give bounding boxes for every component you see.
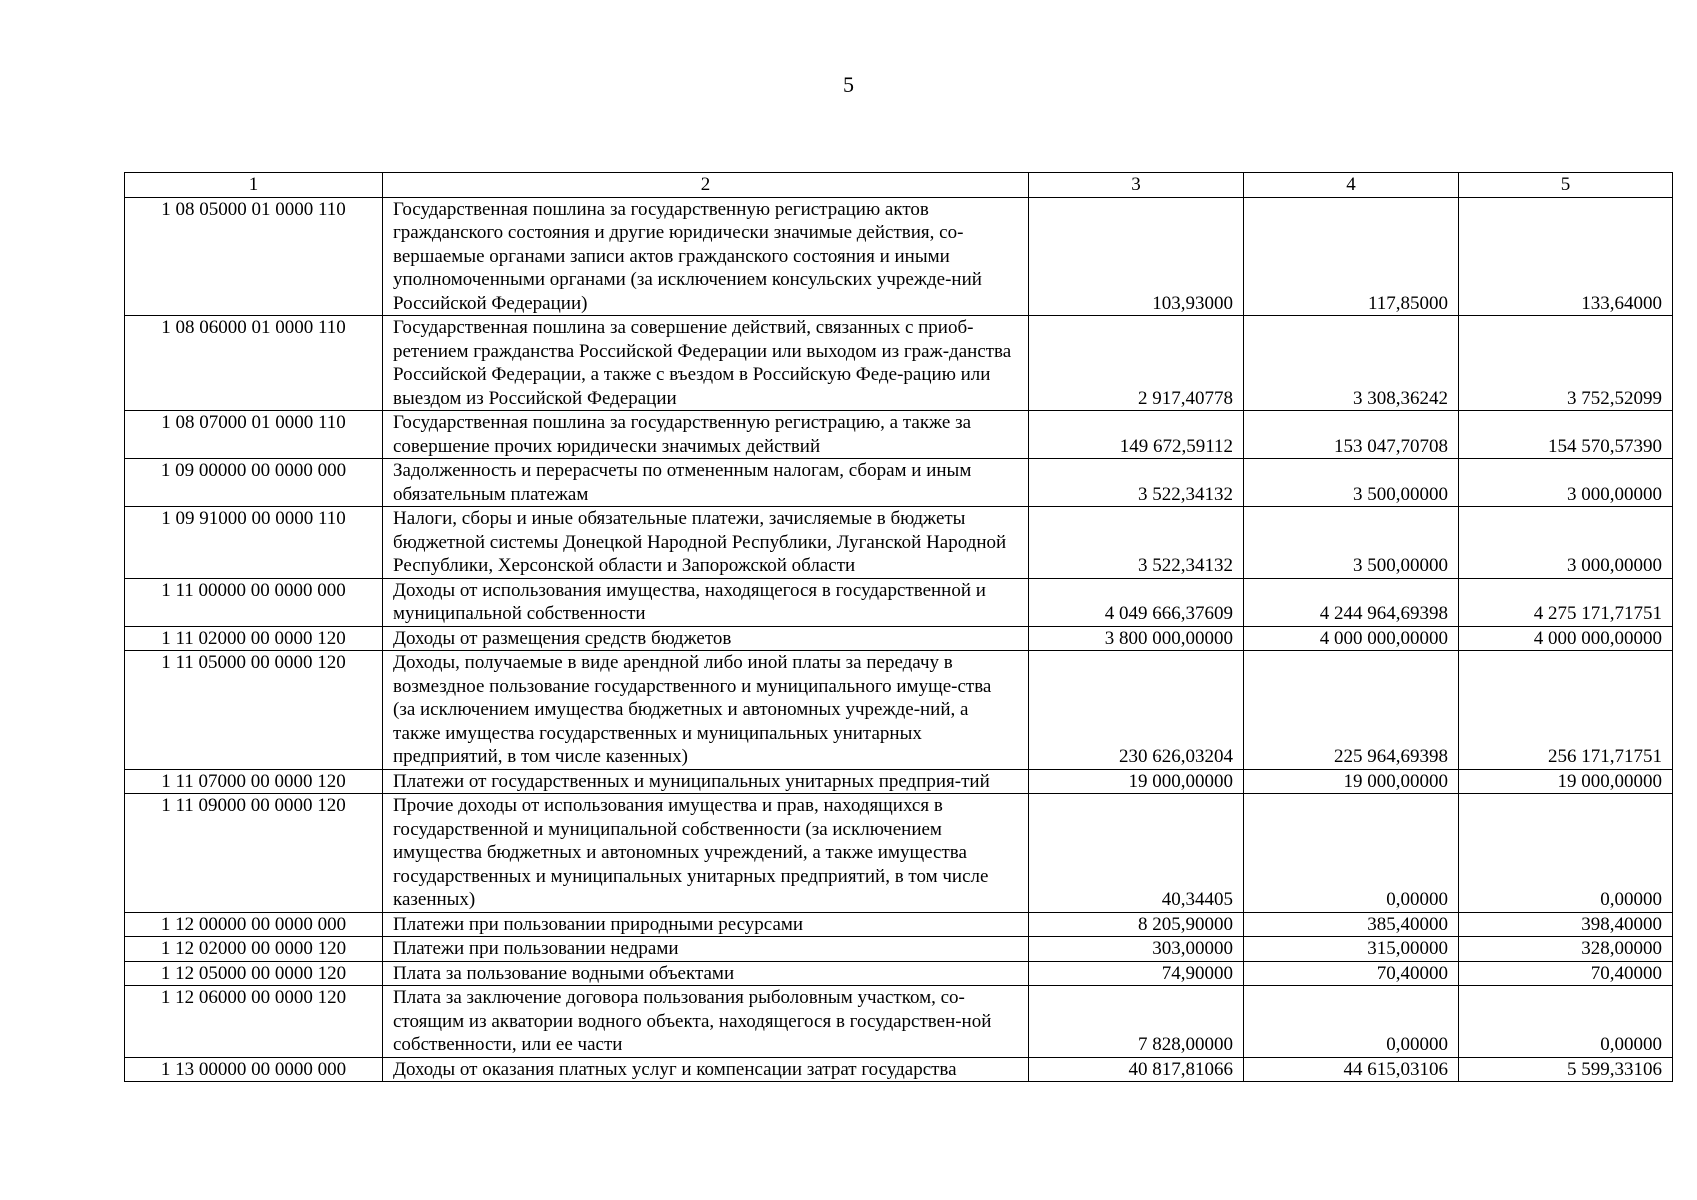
column-number-header-row xyxy=(125,173,1673,198)
column-header-2: 2 xyxy=(383,173,1029,198)
value-col3-cell: 3 800 000,00000 xyxy=(1029,626,1244,651)
column-header-4: 4 xyxy=(1244,173,1459,198)
budget-code-cell: 1 08 05000 01 0000 110 xyxy=(125,197,383,316)
value-col5-cell: 154 570,57390 xyxy=(1459,411,1673,459)
budget-code-cell: 1 11 07000 00 0000 120 xyxy=(125,769,383,794)
value-col3-cell: 74,90000 xyxy=(1029,961,1244,986)
table-row xyxy=(125,197,1673,316)
budget-code-cell: 1 13 00000 00 0000 000 xyxy=(125,1057,383,1082)
budget-code-cell: 1 12 00000 00 0000 000 xyxy=(125,912,383,937)
value-col5-cell: 70,40000 xyxy=(1459,961,1673,986)
table-row xyxy=(125,986,1673,1058)
value-col4-cell: 153 047,70708 xyxy=(1244,411,1459,459)
revenue-name-cell: Государственная пошлина за совершение действий, связанных с приоб-ретением гражданства Российской Федерации или выходом из граж-данства Российской Федерации, а также с въездом в Российскую Феде-рацию или выездом из Российской Федерации xyxy=(383,316,1029,411)
value-col5-cell: 3 752,52099 xyxy=(1459,316,1673,411)
value-col3-cell: 40 817,81066 xyxy=(1029,1057,1244,1082)
budget-code-cell: 1 12 02000 00 0000 120 xyxy=(125,937,383,962)
budget-code-cell: 1 11 02000 00 0000 120 xyxy=(125,626,383,651)
value-col4-cell: 225 964,69398 xyxy=(1244,651,1459,770)
table-row xyxy=(125,459,1673,507)
value-col3-cell: 149 672,59112 xyxy=(1029,411,1244,459)
column-header-1: 1 xyxy=(125,173,383,198)
budget-code-cell: 1 11 05000 00 0000 120 xyxy=(125,651,383,770)
value-col4-cell: 0,00000 xyxy=(1244,986,1459,1058)
value-col5-cell: 398,40000 xyxy=(1459,912,1673,937)
revenue-name-cell: Платежи при пользовании природными ресурсами xyxy=(383,912,1029,937)
value-col3-cell: 4 049 666,37609 xyxy=(1029,578,1244,626)
value-col5-cell: 19 000,00000 xyxy=(1459,769,1673,794)
revenue-name-cell: Платежи от государственных и муниципальных унитарных предприя-тий xyxy=(383,769,1029,794)
table-row xyxy=(125,411,1673,459)
revenue-name-cell: Доходы от размещения средств бюджетов xyxy=(383,626,1029,651)
budget-code-cell: 1 08 07000 01 0000 110 xyxy=(125,411,383,459)
value-col4-cell: 385,40000 xyxy=(1244,912,1459,937)
value-col5-cell: 256 171,71751 xyxy=(1459,651,1673,770)
value-col4-cell: 19 000,00000 xyxy=(1244,769,1459,794)
value-col5-cell: 328,00000 xyxy=(1459,937,1673,962)
revenue-name-cell: Доходы, получаемые в виде арендной либо иной платы за передачу в возмездное пользование государственного и муниципального имуще-ства (за исключением имущества бюджетных и автономных учрежде-ний, а также имущества государственных и муниципальных унитарных предприятий, в том числе казенных) xyxy=(383,651,1029,770)
value-col3-cell: 2 917,40778 xyxy=(1029,316,1244,411)
revenue-name-cell: Государственная пошлина за государственную регистрацию, а также за совершение прочих юридически значимых действий xyxy=(383,411,1029,459)
budget-code-cell: 1 08 06000 01 0000 110 xyxy=(125,316,383,411)
table-row xyxy=(125,507,1673,579)
revenue-name-cell: Государственная пошлина за государственную регистрацию актов гражданского состояния и другие юридически значимые действия, со-вершаемые органами записи актов гражданского состояния и иными уполномоченными органами (за исключением консульских учрежде-ний Российской Федерации) xyxy=(383,197,1029,316)
value-col5-cell: 4 000 000,00000 xyxy=(1459,626,1673,651)
revenue-name-cell: Прочие доходы от использования имущества и прав, находящихся в государственной и муниципальной собственности (за исключением имущества бюджетных и автономных учреждений, а также имущества государственных и муниципальных унитарных предприятий, в том числе казенных) xyxy=(383,794,1029,913)
value-col3-cell: 7 828,00000 xyxy=(1029,986,1244,1058)
value-col5-cell: 0,00000 xyxy=(1459,986,1673,1058)
column-header-3: 3 xyxy=(1029,173,1244,198)
value-col3-cell: 103,93000 xyxy=(1029,197,1244,316)
revenue-name-cell: Плата за пользование водными объектами xyxy=(383,961,1029,986)
value-col4-cell: 315,00000 xyxy=(1244,937,1459,962)
page-number: 5 xyxy=(843,72,854,97)
value-col5-cell: 5 599,33106 xyxy=(1459,1057,1673,1082)
column-header-5: 5 xyxy=(1459,173,1673,198)
value-col4-cell: 3 500,00000 xyxy=(1244,507,1459,579)
revenue-name-cell: Задолженность и перерасчеты по отмененным налогам, сборам и иным обязательным платежам xyxy=(383,459,1029,507)
table-row xyxy=(125,912,1673,937)
table-row xyxy=(125,316,1673,411)
value-col3-cell: 19 000,00000 xyxy=(1029,769,1244,794)
value-col4-cell: 70,40000 xyxy=(1244,961,1459,986)
table-row xyxy=(125,794,1673,913)
table-row xyxy=(125,578,1673,626)
value-col4-cell: 117,85000 xyxy=(1244,197,1459,316)
value-col4-cell: 3 308,36242 xyxy=(1244,316,1459,411)
value-col3-cell: 230 626,03204 xyxy=(1029,651,1244,770)
value-col3-cell: 303,00000 xyxy=(1029,937,1244,962)
budget-code-cell: 1 09 00000 00 0000 000 xyxy=(125,459,383,507)
value-col3-cell: 3 522,34132 xyxy=(1029,507,1244,579)
budget-revenue-table xyxy=(124,172,1673,1082)
table-row xyxy=(125,961,1673,986)
revenue-name-cell: Доходы от использования имущества, находящегося в государственной и муниципальной собственности xyxy=(383,578,1029,626)
revenue-name-cell: Налоги, сборы и иные обязательные платежи, зачисляемые в бюджеты бюджетной системы Донецкой Народной Республики, Луганской Народной Республики, Херсонской области и Запорожской области xyxy=(383,507,1029,579)
value-col3-cell: 8 205,90000 xyxy=(1029,912,1244,937)
budget-code-cell: 1 09 91000 00 0000 110 xyxy=(125,507,383,579)
budget-code-cell: 1 11 00000 00 0000 000 xyxy=(125,578,383,626)
budget-code-cell: 1 12 06000 00 0000 120 xyxy=(125,986,383,1058)
value-col4-cell: 44 615,03106 xyxy=(1244,1057,1459,1082)
table-row xyxy=(125,937,1673,962)
budget-code-cell: 1 12 05000 00 0000 120 xyxy=(125,961,383,986)
table-row xyxy=(125,651,1673,770)
table-row xyxy=(125,1057,1673,1082)
table-row xyxy=(125,769,1673,794)
value-col4-cell: 0,00000 xyxy=(1244,794,1459,913)
value-col5-cell: 133,64000 xyxy=(1459,197,1673,316)
value-col4-cell: 3 500,00000 xyxy=(1244,459,1459,507)
revenue-name-cell: Платежи при пользовании недрами xyxy=(383,937,1029,962)
value-col4-cell: 4 000 000,00000 xyxy=(1244,626,1459,651)
value-col5-cell: 0,00000 xyxy=(1459,794,1673,913)
value-col5-cell: 4 275 171,71751 xyxy=(1459,578,1673,626)
value-col4-cell: 4 244 964,69398 xyxy=(1244,578,1459,626)
value-col5-cell: 3 000,00000 xyxy=(1459,507,1673,579)
budget-code-cell: 1 11 09000 00 0000 120 xyxy=(125,794,383,913)
value-col5-cell: 3 000,00000 xyxy=(1459,459,1673,507)
revenue-name-cell: Доходы от оказания платных услуг и компенсации затрат государства xyxy=(383,1057,1029,1082)
revenue-name-cell: Плата за заключение договора пользования рыболовным участком, со-стоящим из акватории водного объекта, находящегося в государствен-ной собственности, или ее части xyxy=(383,986,1029,1058)
table-row xyxy=(125,626,1673,651)
value-col3-cell: 40,34405 xyxy=(1029,794,1244,913)
value-col3-cell: 3 522,34132 xyxy=(1029,459,1244,507)
